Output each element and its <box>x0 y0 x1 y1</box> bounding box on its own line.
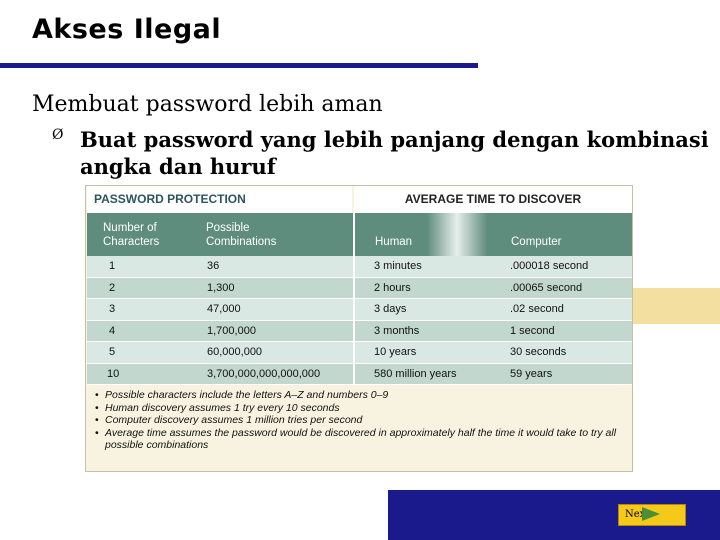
cell-combinations: 60,000,000 <box>207 346 263 358</box>
table-row <box>87 364 632 386</box>
cell-characters: 2 <box>109 281 116 294</box>
cell-combinations: 1,300 <box>207 281 235 294</box>
title-underline <box>0 63 478 68</box>
cell-computer: .000018 second <box>510 260 589 272</box>
cell-human: 10 years <box>374 346 417 358</box>
table-row <box>87 321 632 343</box>
cell-human: 2 hours <box>374 281 411 294</box>
table-row <box>87 299 632 321</box>
table-title-left: PASSWORD PROTECTION <box>87 186 352 213</box>
bullet-arrow-icon: Ø <box>52 127 64 143</box>
slide-title: Akses Ilegal <box>32 14 222 45</box>
footnote: • Human discovery assumes 1 try every 10 seconds <box>95 402 632 415</box>
password-protection-table <box>85 185 633 472</box>
column-header-combinations: Possible Combinations <box>206 222 277 248</box>
table-row <box>87 256 632 278</box>
cell-combinations: 36 <box>207 260 220 272</box>
column-divider <box>353 342 355 363</box>
cell-combinations: 3,700,000,000,000,000 <box>207 367 321 380</box>
footnote: • Possible characters include the letters A–Z and numbers 0–9 <box>95 389 632 402</box>
column-divider <box>353 256 355 277</box>
right-arrow-icon[interactable] <box>642 507 660 521</box>
column-header-computer: Computer <box>511 236 562 248</box>
cell-characters: 3 <box>109 303 116 315</box>
header-highlight <box>427 213 487 256</box>
column-divider <box>353 321 355 342</box>
cell-computer: 59 years <box>510 367 553 380</box>
cell-computer: .02 second <box>510 303 564 315</box>
cell-characters: 1 <box>109 260 116 272</box>
column-divider <box>353 278 355 299</box>
footnote: • Average time assumes the password would be discovered in approximately half the time it would take to try all possible combinations <box>95 427 632 452</box>
footnote: • Computer discovery assumes 1 million tries per second <box>95 414 632 427</box>
cell-characters: 5 <box>109 346 116 358</box>
cell-combinations: 47,000 <box>207 303 241 315</box>
bullet-text: Buat password yang lebih panjang dengan kombinasi angka dan huruf <box>80 127 709 179</box>
cell-human: 580 million years <box>374 367 457 380</box>
column-header-human: Human <box>375 236 413 248</box>
column-divider <box>353 364 355 385</box>
cell-computer: .00065 second <box>510 281 583 294</box>
cell-combinations: 1,700,000 <box>207 324 256 337</box>
column-header-band <box>87 213 632 256</box>
slide-heading: Membuat password lebih aman <box>32 92 383 117</box>
table-body <box>87 256 632 385</box>
header-divider <box>353 213 355 256</box>
table-title-right: AVERAGE TIME TO DISCOVER <box>354 186 632 213</box>
table-row <box>87 278 632 300</box>
decorative-band <box>632 288 720 324</box>
cell-computer: 30 seconds <box>510 346 567 358</box>
cell-characters: 4 <box>109 324 116 337</box>
cell-human: 3 minutes <box>374 260 422 272</box>
table-row <box>87 342 632 364</box>
column-divider <box>353 299 355 320</box>
cell-human: 3 months <box>374 324 420 337</box>
cell-computer: 1 second <box>510 324 555 337</box>
table-footnotes <box>87 385 632 471</box>
cell-characters: 10 <box>107 367 120 380</box>
next-button-label: Next <box>625 509 650 520</box>
cell-human: 3 days <box>374 303 407 315</box>
column-header-characters: Number of Characters <box>103 222 160 248</box>
